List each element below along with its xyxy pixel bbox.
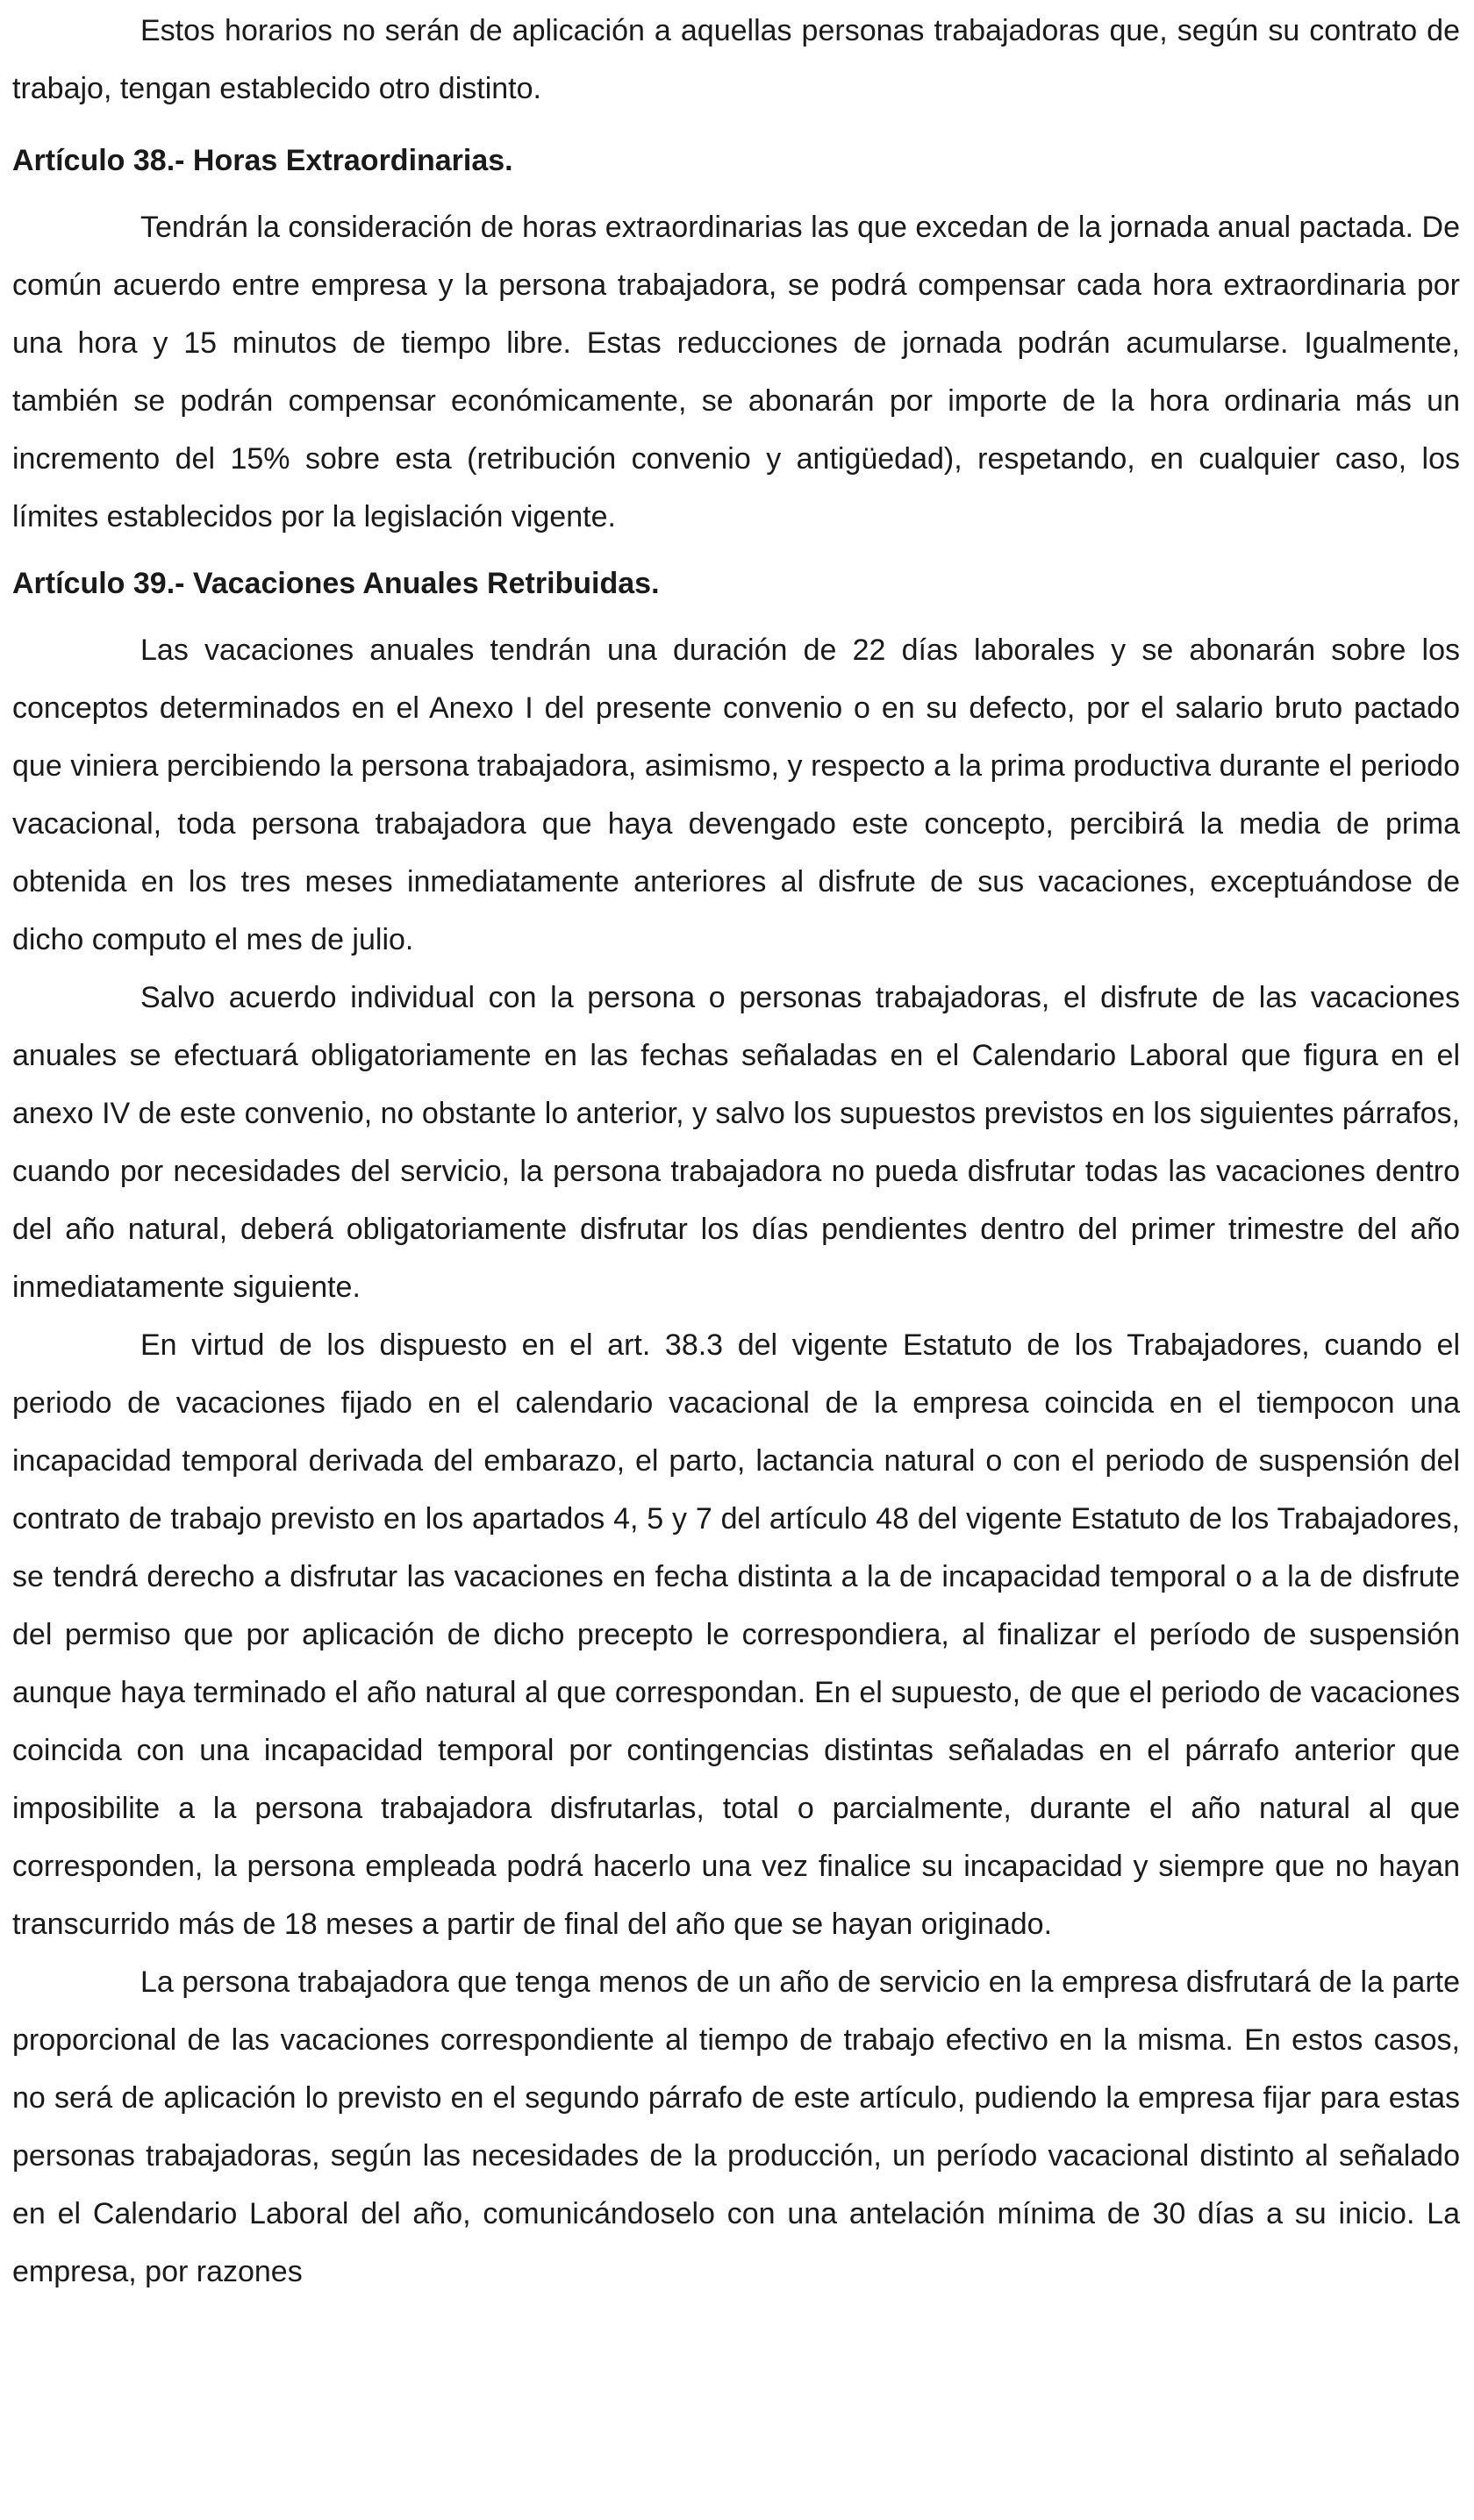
paragraph-horarios: Estos horarios no serán de aplicación a aquellas personas trabajadoras que, según su contrato de trabajo, tengan establecido otro distinto.	[12, 14, 1460, 105]
paragraph-disfrute-vacaciones: Salvo acuerdo individual con la persona o personas trabajadoras, el disfrute de las vacaciones anuales se efectuará obligatoriamente en las fechas señaladas en el Calendario Laboral que figura en el anexo IV de este convenio, no obstante lo anterior, y salvo los supuestos previstos en los siguientes párrafos, cuando por necesidades del servicio, la persona trabajadora no pueda disfrutar todas las vacaciones dentro del año natural, deberá obligatoriamente disfrutar los días pendientes dentro del primer trimestre del año inmediatamente siguiente.	[12, 981, 1460, 1304]
paragraph-horas-extraordinarias: Tendrán la consideración de horas extraordinarias las que excedan de la jornada anual pactada. De común acuerdo entre empresa y la persona trabajadora, se podrá compensar cada hora extraordinaria por una hora y 15 minutos de tiempo libre. Estas reducciones de jornada podrán acumularse. Igualmente, también se podrán compensar económicamente, se abonarán por importe de la hora ordinaria más un incremento del 15% sobre esta (retribución convenio y antigüedad), respetando, en cualquier caso, los límites establecidos por la legislación vigente.	[12, 211, 1460, 533]
document-page	[12, 0, 1460, 2301]
paragraph-duracion-vacaciones: Las vacaciones anuales tendrán una duración de 22 días laborales y se abonarán sobre los conceptos determinados en el Anexo I del presente convenio o en su defecto, por el salario bruto pactado que viniera percibiendo la persona trabajadora, asimismo, y respecto a la prima productiva durante el periodo vacacional, toda persona trabajadora que haya devengado este concepto, percibirá la media de prima obtenida en los tres meses inmediatamente anteriores al disfrute de sus vacaciones, exceptuándose de dicho computo el mes de julio.	[12, 634, 1460, 956]
paragraph-incapacidad-temporal: En virtud de los dispuesto en el art. 38.3 del vigente Estatuto de los Trabajadores, cuando el periodo de vacaciones fijado en el calendario vacacional de la empresa coincida en el tiempocon una incapacidad temporal derivada del embarazo, el parto, lactancia natural o con el periodo de suspensión del contrato de trabajo previsto en los apartados 4, 5 y 7 del artículo 48 del vigente Estatuto de los Trabajadores, se tendrá derecho a disfrutar las vacaciones en fecha distinta a la de incapacidad temporal o a la de disfrute del permiso que por aplicación de dicho precepto le correspondiera, al finalizar el período de suspensión aunque haya terminado el año natural al que correspondan. En el supuesto, de que el periodo de vacaciones coincida con una incapacidad temporal por contingencias distintas señaladas en el párrafo anterior que imposibilite a la persona trabajadora disfrutarlas, total o parcialmente, durante el año natural al que corresponden, la persona empleada podrá hacerlo una vez finalice su incapacidad y siempre que no hayan transcurrido más de 18 meses a partir de final del año que se hayan originado.	[12, 1328, 1460, 1941]
heading-articulo-39: Artículo 39.- Vacaciones Anuales Retribuidas.	[12, 567, 660, 600]
paragraph-parte-proporcional: La persona trabajadora que tenga menos de un año de servicio en la empresa disfrutará de la parte proporcional de las vacaciones correspondiente al tiempo de trabajo efectivo en la misma. En estos casos, no será de aplicación lo previsto en el segundo párrafo de este artículo, pudiendo la empresa fijar para estas personas trabajadoras, según las necesidades de la producción, un período vacacional distinto al señalado en el Calendario Laboral del año, comunicándoselo con una antelación mínima de 30 días a su inicio. La empresa, por razones	[12, 1965, 1460, 2288]
heading-articulo-38: Artículo 38.- Horas Extraordinarias.	[12, 144, 513, 177]
